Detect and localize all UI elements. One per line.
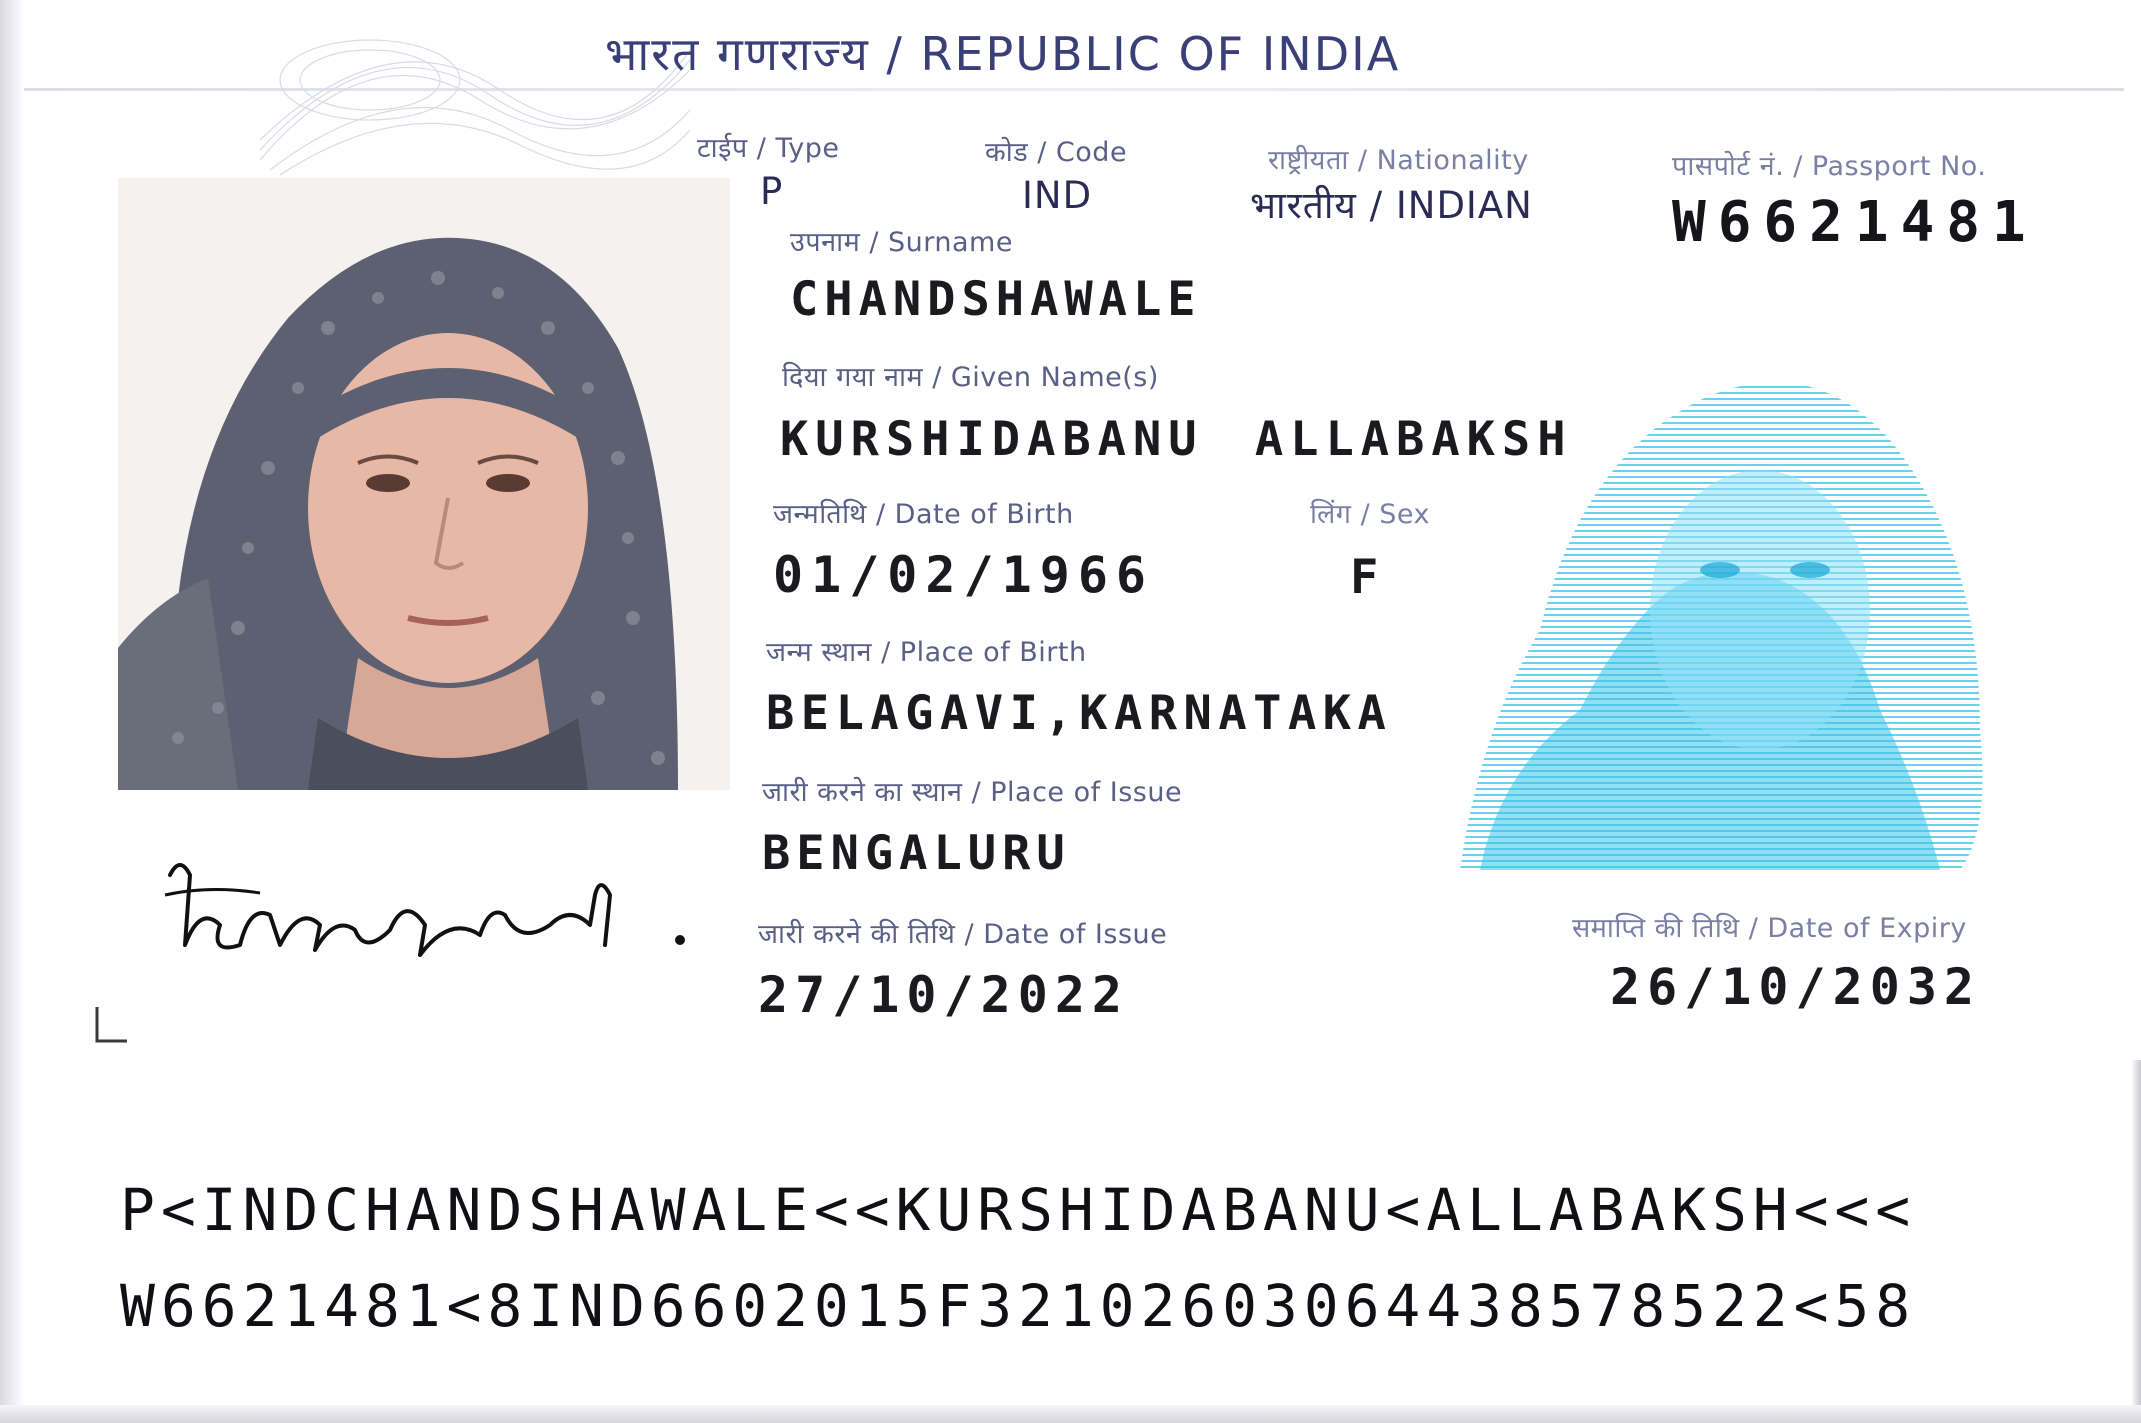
sex-value: F (1350, 550, 1385, 605)
place-of-birth-value: BELAGAVI,KARNATAKA (766, 686, 1393, 741)
sex-label: लिंग / Sex (1310, 499, 1431, 530)
date-of-issue-value: 27/10/2022 (758, 966, 1130, 1024)
code-label: कोड / Code (985, 137, 1128, 168)
page-edge-right (2131, 1060, 2141, 1420)
passport-no-label: पासपोर्ट नं. / Passport No. (1672, 151, 1987, 182)
given-names-label: दिया गया नाम / Given Name(s) (782, 362, 1159, 393)
given-names-value: KURSHIDABANU ALLABAKSH (780, 412, 1573, 467)
holder-signature (150, 835, 710, 975)
document-header: भारत गणराज्य / REPUBLIC OF INDIA (605, 27, 1401, 81)
passport-no-value: W6621481 (1672, 190, 2038, 255)
surname-value: CHANDSHAWALE (790, 272, 1202, 327)
portrait-icon (118, 178, 730, 790)
mrz-line-2: W6621481<8IND6602015F32102603064438578522<58 (120, 1272, 1917, 1340)
surname-label: उपनाम / Surname (790, 227, 1013, 258)
date-of-birth-label: जन्मतिथि / Date of Birth (773, 499, 1074, 530)
type-value: P (760, 170, 784, 213)
type-label: टाईप / Type (697, 133, 840, 164)
date-of-expiry-value: 26/10/2032 (1610, 958, 1982, 1016)
nationality-label: राष्ट्रीयता / Nationality (1268, 145, 1529, 176)
place-of-birth-label: जन्म स्थान / Place of Birth (766, 637, 1087, 668)
date-of-birth-value: 01/02/1966 (773, 546, 1155, 604)
corner-mark-icon (95, 1005, 129, 1045)
place-of-issue-label: जारी करने का स्थान / Place of Issue (762, 777, 1183, 808)
holder-photo (118, 178, 730, 790)
code-value: IND (1022, 174, 1093, 217)
nationality-value: भारतीय / INDIAN (1250, 184, 1533, 227)
mrz-line-1: P<INDCHANDSHAWALE<<KURSHIDABANU<ALLABAKSH<<< (120, 1176, 1917, 1244)
page-edge-bottom (0, 1405, 2141, 1423)
date-of-expiry-label: समाप्ति की तिथि / Date of Expiry (1572, 913, 1967, 944)
page-edge-left (0, 0, 24, 1410)
date-of-issue-label: जारी करने की तिथि / Date of Issue (758, 919, 1168, 950)
place-of-issue-value: BENGALURU (762, 826, 1071, 881)
